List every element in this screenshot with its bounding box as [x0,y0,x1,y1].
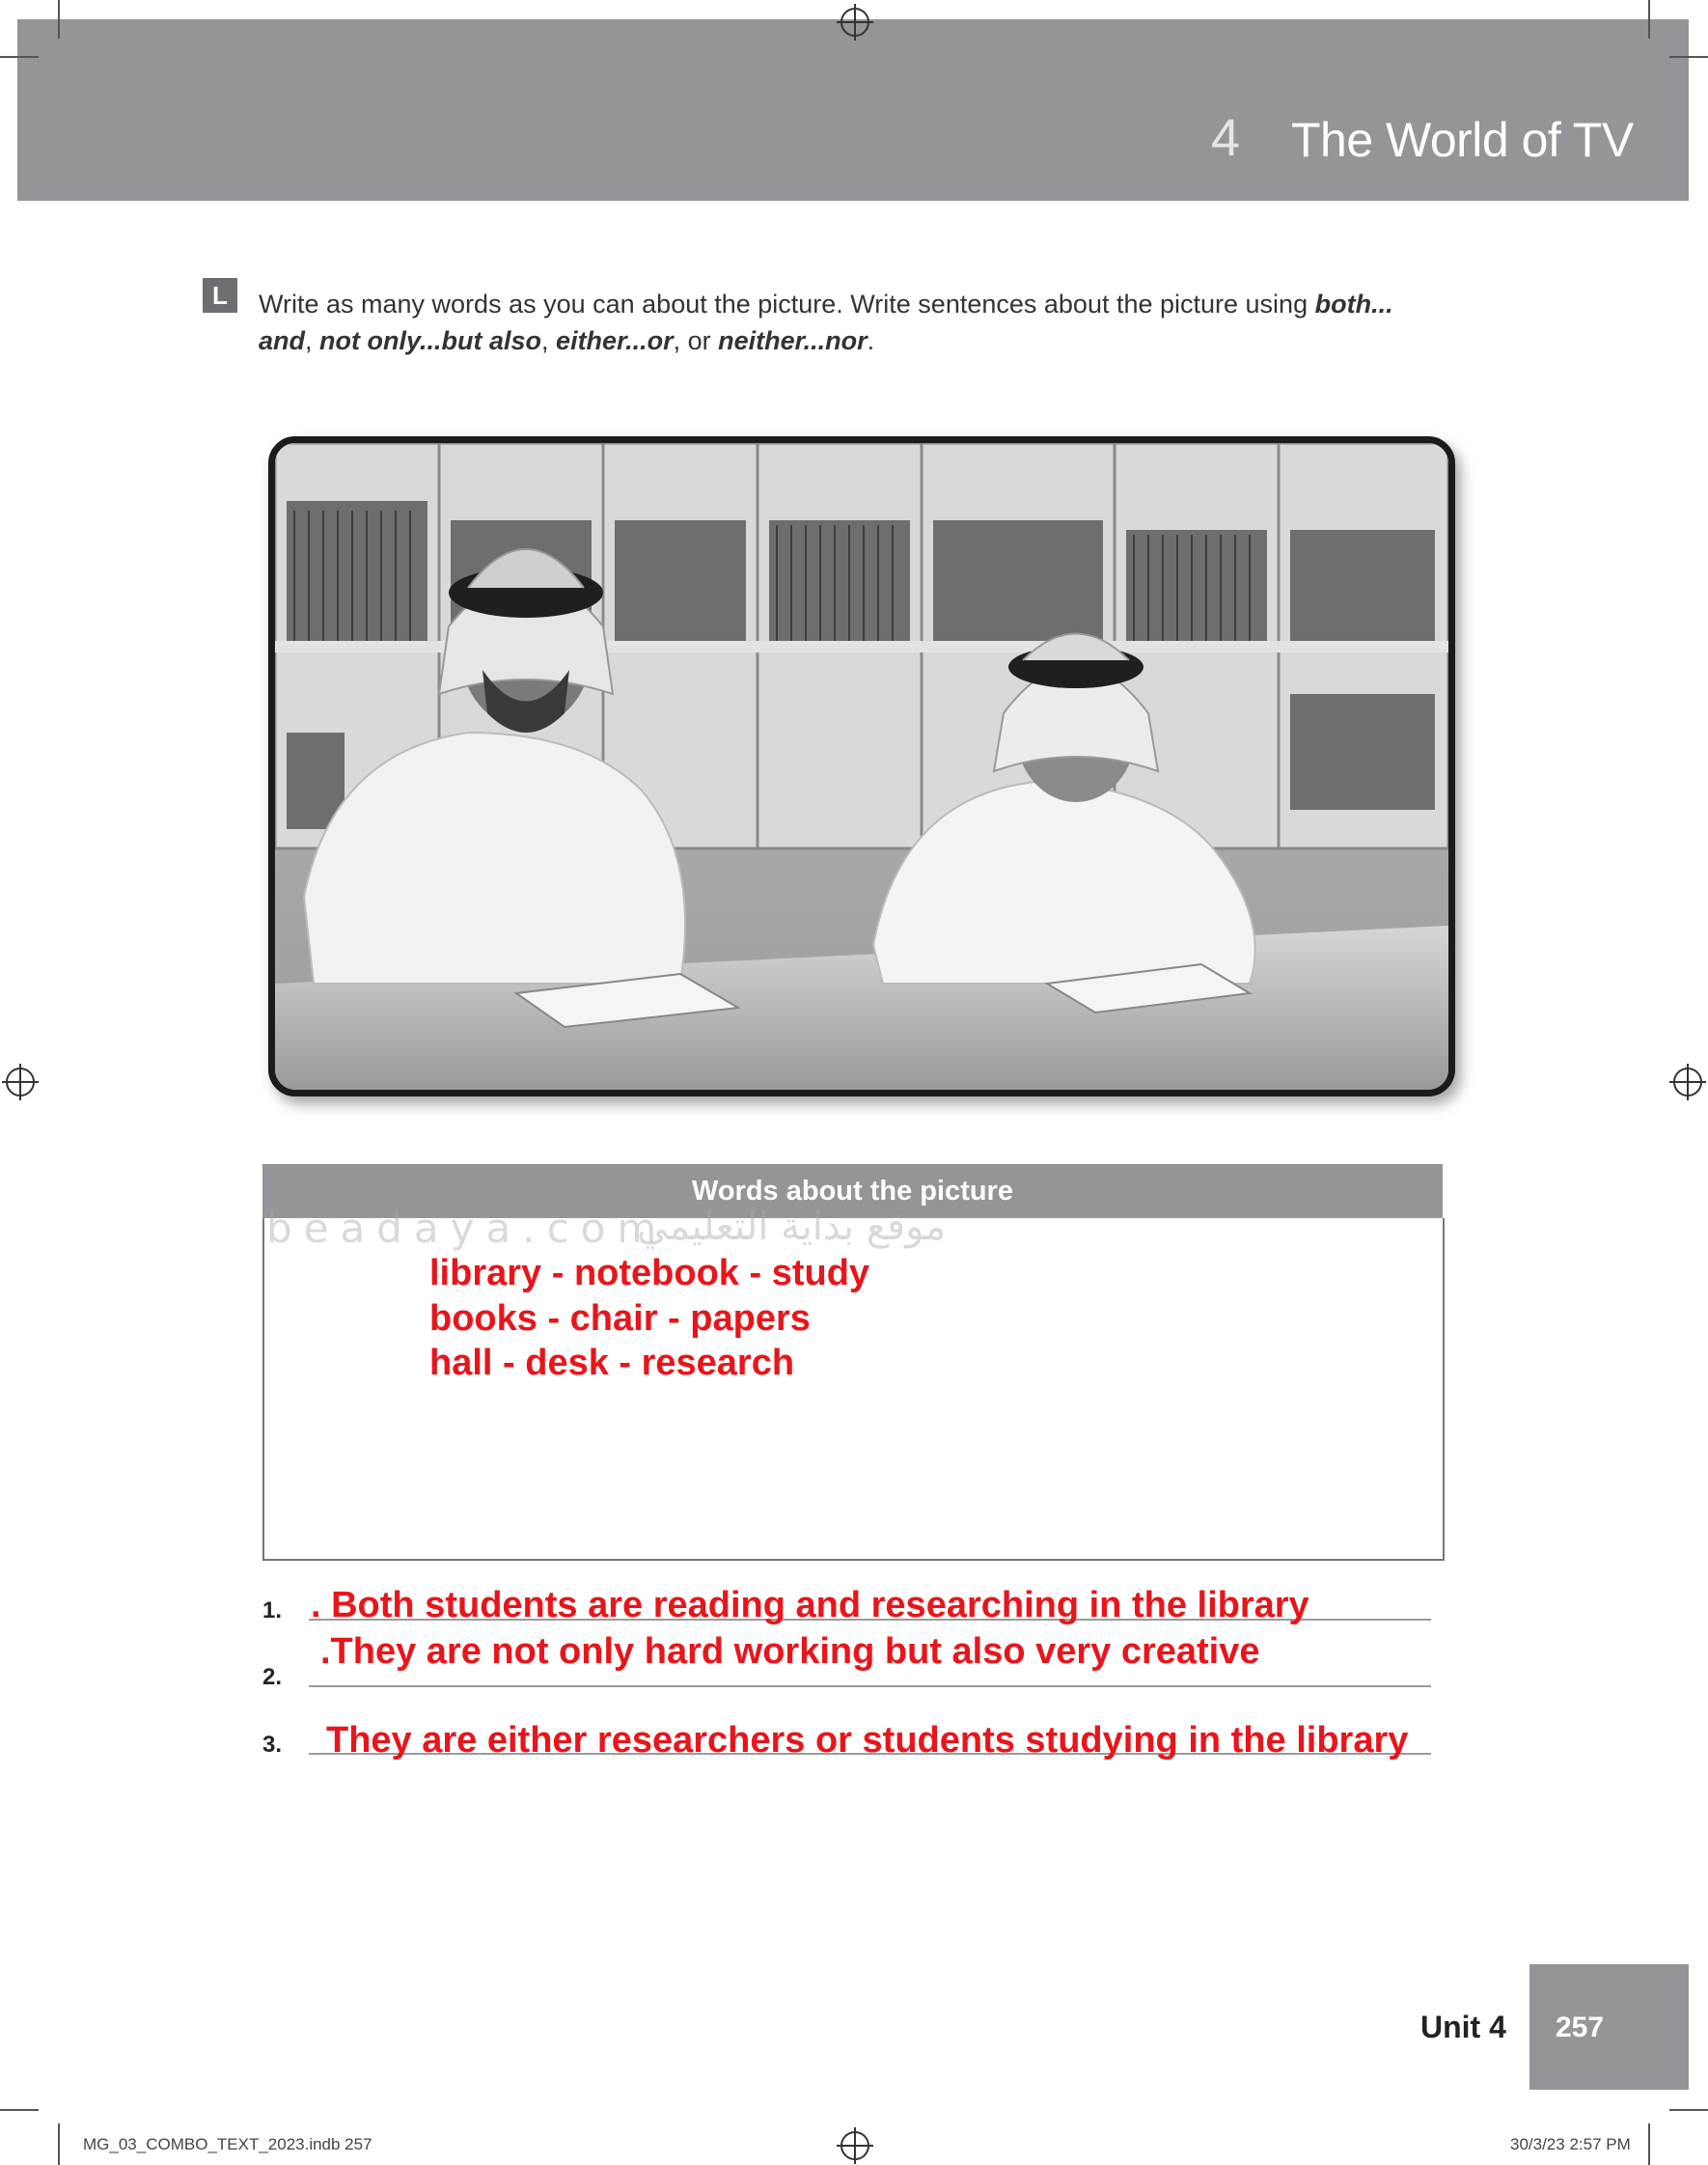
answer-rule [309,1685,1431,1687]
crop-mark [1669,56,1708,58]
page-number: 257 [1556,2012,1605,2043]
task-instruction: Write as many words as you can about the picture. Write sentences about the picture using both... and, not only...but also, either...or, or neither...nor. [259,290,1393,355]
word-answer-line: books - chair - papers [429,1298,811,1339]
crop-mark [0,56,39,58]
registration-mark-icon [6,1068,35,1096]
unit-title: The World of TV [1291,113,1634,167]
page-number-tab [1529,1964,1689,2090]
crop-mark [1669,2109,1708,2111]
crop-mark [1648,0,1650,39]
watermark-url: beadaya.com [266,1205,669,1252]
words-box-title: Words about the picture [262,1164,1443,1218]
registration-mark-icon [840,8,869,37]
registration-mark-icon [840,2131,869,2160]
keyword-neither-nor: neither...nor [718,326,868,355]
library-scene-illustration [275,443,1448,1090]
crop-mark [58,2123,60,2165]
sentence-number: 2. [262,1664,283,1690]
footer-unit-label: Unit 4 [1420,2010,1506,2044]
unit-number: 4 [1211,109,1241,167]
chapter-header-band [17,19,1689,201]
print-slug-filename: MG_03_COMBO_TEXT_2023.indb 257 [83,2135,372,2153]
registration-mark-icon [1673,1068,1702,1096]
crop-mark [58,0,60,39]
crop-mark [0,2109,39,2111]
keyword-not-only-but-also: not only...but also [319,326,542,355]
library-photo [268,436,1455,1096]
word-answer-line: hall - desk - research [429,1343,795,1383]
sentence-answer: They are either researchers or students studying in the library [326,1720,1409,1761]
task-badge: L [203,278,237,313]
print-slug-date: 30/3/23 2:57 PM [1510,2135,1631,2153]
sentence-number: 3. [262,1732,283,1758]
keyword-either-or: either...or [556,326,674,355]
watermark-arabic: موقع بداية التعليمي [637,1205,947,1249]
sentence-answer: . Both students are reading and researching in the library [311,1585,1309,1625]
sentence-answer: .They are not only hard working but also very creative [320,1631,1260,1672]
keyword-both-and: both... and [259,290,1393,355]
word-answer-line: library - notebook - study [429,1253,870,1293]
sentence-number: 1. [262,1597,283,1624]
crop-mark [1648,2123,1650,2165]
